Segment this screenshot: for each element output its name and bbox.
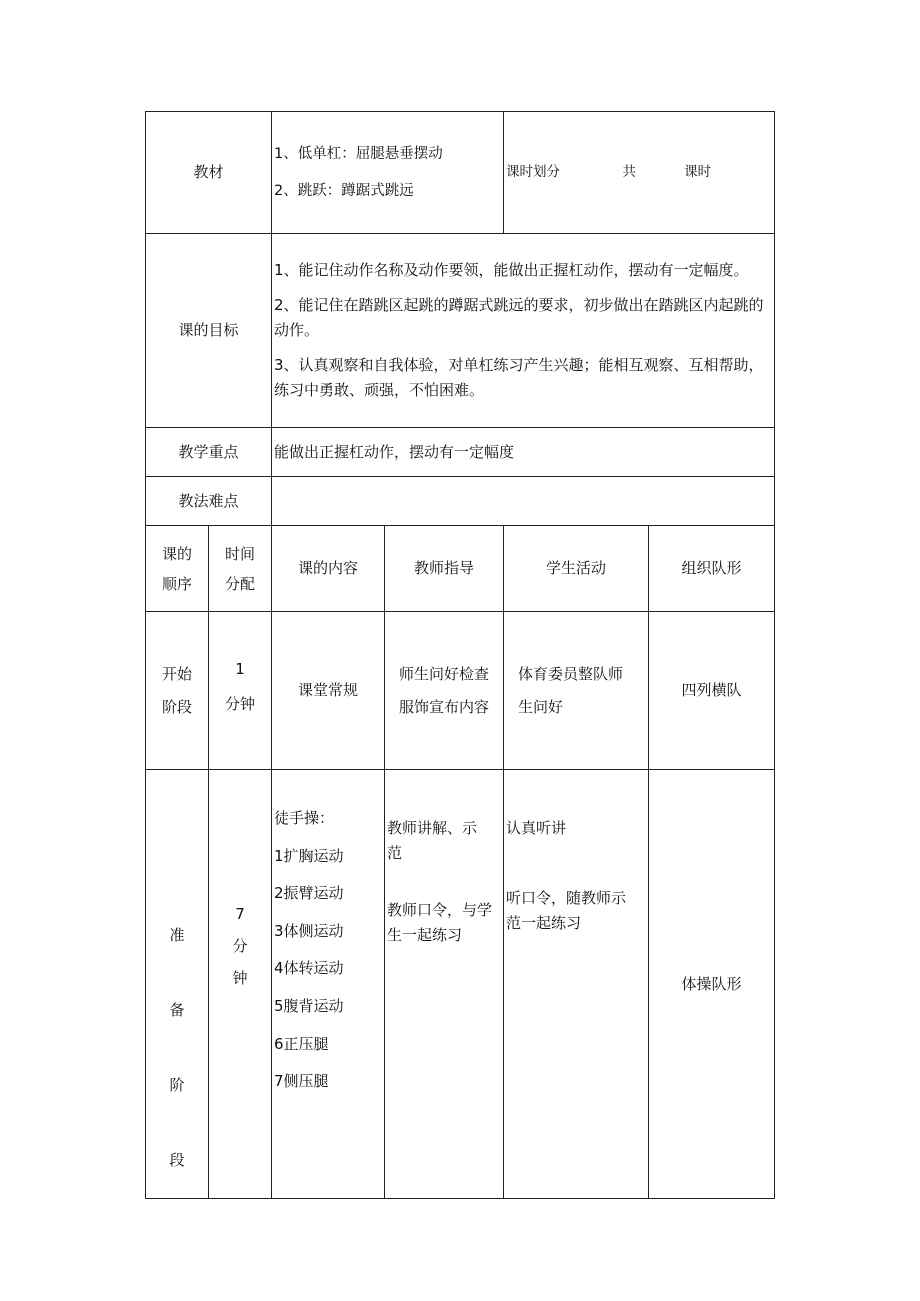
stage-line: 阶段 — [161, 697, 192, 716]
teacher-line: 生一起练习 — [387, 926, 463, 944]
content-line: 5腹背运动 — [274, 996, 344, 1015]
difficulty-row — [146, 477, 775, 526]
table-row — [146, 612, 775, 770]
difficulty-label: 教法难点 — [146, 477, 272, 526]
student-line: 生问好 — [518, 697, 564, 716]
material-item: 1、低单杠：屈腿悬垂摆动 — [274, 145, 443, 162]
schedule-total: 共 — [622, 164, 636, 181]
student-line: 认真听讲 — [506, 819, 567, 837]
difficulty-value — [272, 477, 775, 526]
col-header-time-line: 分配 — [225, 574, 256, 593]
stage-line: 备 — [169, 1001, 185, 1019]
student-cell — [504, 770, 649, 1199]
teacher-line: 师生问好检查 — [399, 664, 490, 683]
content-line: 6正压腿 — [274, 1034, 329, 1053]
time-line: 1 — [235, 659, 245, 678]
col-header-student: 学生活动 — [504, 526, 649, 612]
objectives-label: 课的目标 — [146, 234, 272, 428]
content-cell — [272, 770, 385, 1199]
teacher-line: 范 — [387, 844, 403, 862]
material-content — [272, 112, 504, 234]
teacher-line: 服饰宣布内容 — [399, 697, 490, 716]
column-header-row — [146, 526, 775, 612]
schedule-cell — [504, 112, 775, 234]
col-header-order-line: 课的 — [161, 544, 192, 563]
material-item: 2、跳跃：蹲踞式跳远 — [274, 182, 414, 199]
time-line: 分 — [232, 937, 248, 955]
teacher-line: 教师口令，与学 — [387, 901, 493, 919]
content-line: 徒手操： — [274, 809, 335, 827]
objectives-row — [146, 234, 775, 428]
stage-line: 开始 — [161, 664, 192, 683]
time-cell — [209, 770, 272, 1199]
content-line: 3体侧运动 — [274, 921, 344, 940]
content-line: 7侧压腿 — [274, 1072, 329, 1091]
stage-line: 准 — [169, 926, 185, 944]
col-header-teacher: 教师指导 — [385, 526, 504, 612]
content-line: 1扩胸运动 — [274, 846, 344, 865]
key-point-value: 能做出正握杠动作，摆动有一定幅度 — [272, 428, 775, 477]
col-header-content: 课的内容 — [272, 526, 385, 612]
col-header-order-line: 顺序 — [161, 574, 192, 593]
schedule-label: 课时划分 — [506, 164, 561, 181]
objectives-content — [272, 234, 775, 428]
material-row — [146, 112, 775, 234]
col-header-formation: 组织队形 — [649, 526, 775, 612]
objective-item: 3、认真观察和自我体验，对单杠练习产生兴趣；能相互观察、互相帮助，练习中勇敢、顽强，不怕困难。 — [274, 356, 764, 399]
stage-cell — [146, 770, 209, 1199]
schedule-unit: 课时 — [684, 164, 712, 181]
formation-cell: 体操队形 — [649, 770, 775, 1199]
material-label: 教材 — [146, 112, 272, 234]
time-line: 分钟 — [225, 694, 256, 713]
key-point-label: 教学重点 — [146, 428, 272, 477]
student-line: 范一起练习 — [506, 914, 582, 932]
content-cell: 课堂常规 — [272, 612, 385, 770]
col-header-time — [209, 526, 272, 612]
stage-line: 阶 — [169, 1076, 185, 1094]
student-line: 体育委员整队师 — [518, 664, 624, 683]
stage-line: 段 — [169, 1151, 185, 1169]
teacher-cell — [385, 770, 504, 1199]
time-line: 钟 — [232, 969, 248, 987]
objective-item: 2、能记住在踏跳区起跳的蹲踞式跳远的要求，初步做出在踏跳区内起跳的动作。 — [274, 296, 764, 339]
key-point-row — [146, 428, 775, 477]
student-line: 听口令，随教师示 — [506, 889, 627, 907]
col-header-order — [146, 526, 209, 612]
teacher-line: 教师讲解、示 — [387, 819, 478, 837]
content-line: 4体转运动 — [274, 959, 344, 978]
time-line: 7 — [235, 905, 245, 923]
formation-cell: 四列横队 — [649, 612, 775, 770]
lesson-plan-table — [145, 111, 775, 1199]
content-line: 2振臂运动 — [274, 884, 344, 903]
objective-item: 1、能记住动作名称及动作要领，能做出正握杠动作，摆动有一定幅度。 — [274, 261, 749, 279]
student-cell — [504, 612, 649, 770]
col-header-time-line: 时间 — [225, 544, 256, 563]
teacher-cell — [385, 612, 504, 770]
time-cell — [209, 612, 272, 770]
stage-cell — [146, 612, 209, 770]
table-row — [146, 770, 775, 1199]
